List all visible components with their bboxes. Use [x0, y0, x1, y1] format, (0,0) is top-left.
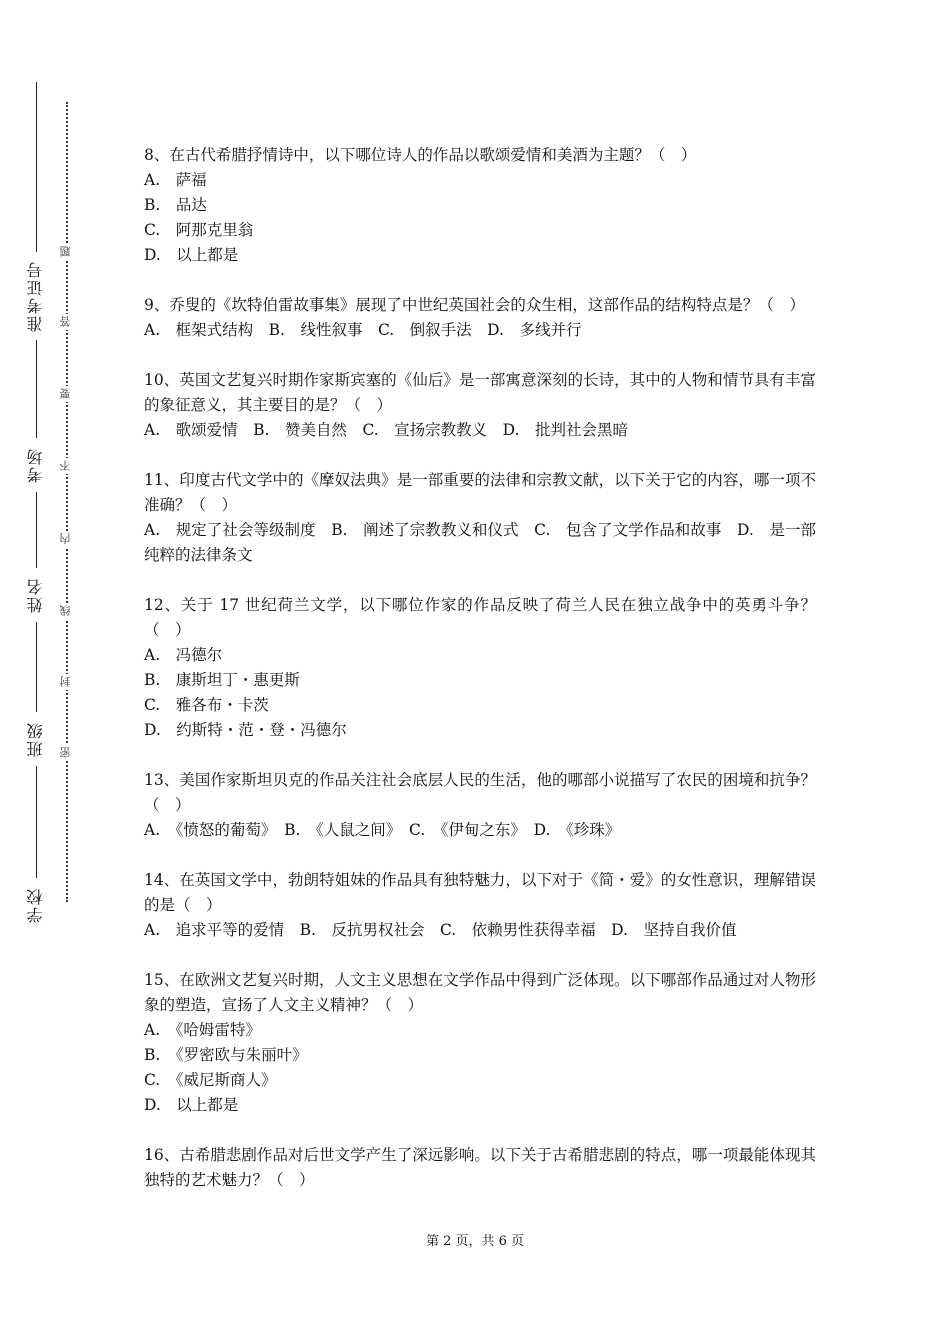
- seal-char: 封: [58, 674, 74, 690]
- question-list: [144, 143, 816, 1218]
- option: C. 《威尼斯商人》: [144, 1071, 277, 1089]
- seal-char: 不: [58, 458, 74, 474]
- options-line: A. 歌颂爱情 B. 赞美自然 C. 宣扬宗教教义 D. 批判社会黑暗: [144, 421, 628, 439]
- option: B. 《罗密欧与朱丽叶》: [144, 1046, 308, 1064]
- question-stem: 8、在古代希腊抒情诗中，以下哪位诗人的作品以歌颂爱情和美酒为主题？（ ）: [144, 146, 697, 164]
- label-class: 班级: [26, 721, 45, 757]
- question-11: [144, 468, 816, 568]
- options-line: A. 规定了社会等级制度 B. 阐述了宗教教义和仪式 C. 包含了文学作品和故事 D. 是一部纯粹的法律条文: [144, 521, 816, 564]
- label-name: 姓名: [26, 577, 45, 613]
- seal-char: 题: [58, 244, 74, 260]
- label-exam-room: 考场: [26, 447, 45, 483]
- option: D. 约斯特・范・登・冯德尔: [144, 721, 347, 739]
- label-school: 学校: [26, 887, 45, 923]
- option: A. 《哈姆雷特》: [144, 1021, 261, 1039]
- question-stem: 9、乔叟的《坎特伯雷故事集》展现了中世纪英国社会的众生相，这部作品的结构特点是？（ ）: [144, 296, 805, 314]
- option: C. 雅各布・卡茨: [144, 696, 269, 714]
- margin-underline-name: [36, 492, 37, 568]
- question-stem: 16、古希腊悲剧作品对后世文学产生了深远影响。以下关于古希腊悲剧的特点，哪一项最能体现其独特的艺术魅力？（ ）: [144, 1146, 816, 1189]
- option: C. 阿那克里翁: [144, 221, 254, 239]
- seal-char: 内: [58, 531, 74, 547]
- option: D. 以上都是: [144, 1096, 239, 1114]
- question-stem: 12、关于 17 世纪荷兰文学，以下哪位作家的作品反映了荷兰人民在独立战争中的英勇斗争？（ ）: [144, 596, 816, 639]
- option: A. 萨福: [144, 171, 207, 189]
- seal-char: 要: [58, 386, 74, 402]
- seal-dotted-line: [66, 102, 68, 902]
- question-8: [144, 143, 816, 268]
- options-line: A. 追求平等的爱情 B. 反抗男权社会 C. 依赖男性获得幸福 D. 坚持自我价值: [144, 921, 737, 939]
- question-stem: 13、美国作家斯坦贝克的作品关注社会底层人民的生活，他的哪部小说描写了农民的困境和抗争？（ ）: [144, 771, 816, 814]
- option: D. 以上都是: [144, 246, 239, 264]
- page-number: 第 2 页，共 6 页: [425, 1234, 525, 1249]
- question-stem: 14、在英国文学中，勃朗特姐妹的作品具有独特魅力，以下对于《简・爱》的女性意识，理解错误的是（ ）: [144, 871, 816, 914]
- question-13: [144, 768, 816, 843]
- question-stem: 11、印度古代文学中的《摩奴法典》是一部重要的法律和宗教文献，以下关于它的内容，哪一项不准确？（ ）: [144, 471, 816, 514]
- options-line: A. 《愤怒的葡萄》 B. 《人鼠之间》 C. 《伊甸之东》 D. 《珍珠》: [144, 821, 621, 839]
- question-9: [144, 293, 816, 343]
- seal-char: 密: [58, 745, 74, 761]
- question-15: [144, 968, 816, 1118]
- label-exam-number: 准考证号: [26, 260, 45, 332]
- question-12: [144, 593, 816, 743]
- option: B. 品达: [144, 196, 207, 214]
- margin-underline-school: [36, 766, 37, 878]
- question-stem: 15、在欧洲文艺复兴时期，人文主义思想在文学作品中得到广泛体现。以下哪部作品通过对人物形象的塑造，宣扬了人文主义精神？（ ）: [144, 971, 816, 1014]
- option: B. 康斯坦丁・惠更斯: [144, 671, 300, 689]
- seal-char: 线: [58, 603, 74, 619]
- question-16: [144, 1143, 816, 1193]
- option: A. 冯德尔: [144, 646, 223, 664]
- question-10: [144, 368, 816, 443]
- question-stem: 10、英国文艺复兴时期作家斯宾塞的《仙后》是一部寓意深刻的长诗，其中的人物和情节具有丰富的象征意义，其主要目的是？（ ）: [144, 371, 816, 414]
- margin-underline-exam-number: [36, 82, 37, 252]
- margin-underline-exam-room: [36, 340, 37, 438]
- question-14: [144, 868, 816, 943]
- margin-underline-class: [36, 622, 37, 712]
- options-line: A. 框架式结构 B. 线性叙事 C. 倒叙手法 D. 多线并行: [144, 321, 582, 339]
- seal-char: 答: [58, 314, 74, 330]
